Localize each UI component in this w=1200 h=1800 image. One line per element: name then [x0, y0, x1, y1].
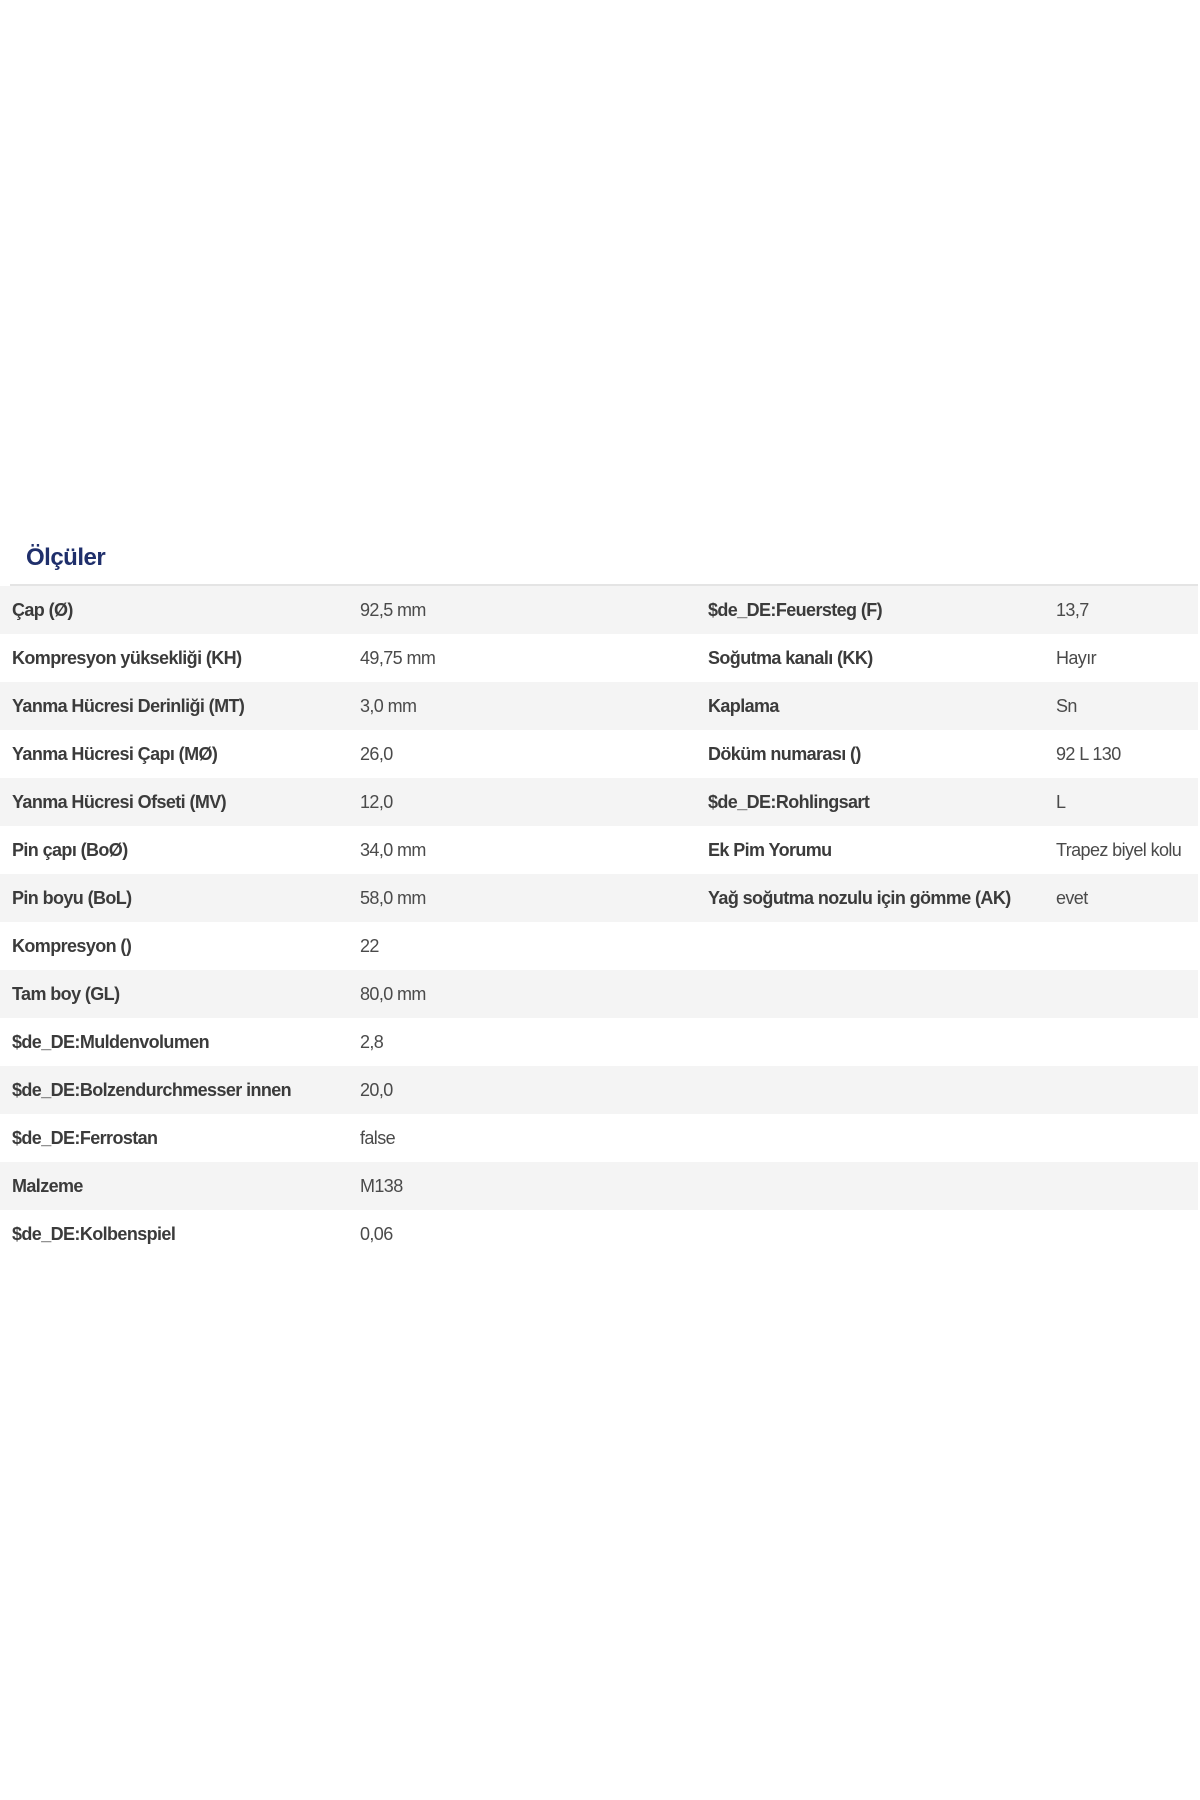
spec-label: Pin çapı (BoØ) [12, 840, 128, 860]
spec-label: Kaplama [708, 696, 779, 716]
spec-value: Hayır [1056, 648, 1097, 668]
spec-value: 49,75 mm [360, 648, 436, 668]
spec-label: Yanma Hücresi Çapı (MØ) [12, 744, 218, 764]
table-row [0, 1018, 1198, 1066]
spec-value: 2,8 [360, 1032, 384, 1052]
spec-value: 0,06 [360, 1224, 393, 1244]
spec-label: $de_DE:Kolbenspiel [12, 1224, 176, 1244]
spec-label: Yanma Hücresi Derinliği (MT) [12, 696, 245, 716]
spec-value: M138 [360, 1176, 403, 1196]
table-row [0, 922, 1198, 970]
spec-value: evet [1056, 888, 1088, 908]
spec-value: 13,7 [1056, 600, 1089, 620]
table-row [0, 1162, 1198, 1210]
table-row [0, 1210, 1198, 1258]
table-row [0, 1114, 1198, 1162]
spec-label: Tam boy (GL) [12, 984, 120, 1004]
spec-label: $de_DE:Bolzendurchmesser innen [12, 1080, 292, 1100]
spec-label: Döküm numarası () [708, 744, 861, 764]
spec-value: L [1056, 792, 1066, 812]
table-row [0, 970, 1198, 1018]
spec-label: Çap (Ø) [12, 600, 73, 620]
table-row [0, 682, 1198, 730]
spec-label: Kompresyon () [12, 936, 132, 956]
table-row [0, 874, 1198, 922]
spec-label: $de_DE:Muldenvolumen [12, 1032, 210, 1052]
spec-label: Malzeme [12, 1176, 83, 1196]
spec-label: $de_DE:Rohlingsart [708, 792, 870, 812]
spec-value: 22 [360, 936, 379, 956]
spec-value: Trapez biyel kolu [1056, 840, 1182, 860]
table-row [0, 634, 1198, 682]
spec-value: Sn [1056, 696, 1077, 716]
spec-label: $de_DE:Ferrostan [12, 1128, 158, 1148]
spec-value: 26,0 [360, 744, 393, 764]
spec-value: 34,0 mm [360, 840, 426, 860]
table-row [0, 778, 1198, 826]
table-row [0, 826, 1198, 874]
spec-value: 92,5 mm [360, 600, 426, 620]
table-row [0, 730, 1198, 778]
table-row [0, 586, 1198, 634]
spec-value: 3,0 mm [360, 696, 417, 716]
table-row [0, 1066, 1198, 1114]
spec-label: Ek Pim Yorumu [708, 840, 832, 860]
spec-value: 58,0 mm [360, 888, 426, 908]
spec-label: Yağ soğutma nozulu için gömme (AK) [708, 888, 1011, 908]
spec-value: 12,0 [360, 792, 393, 812]
spec-value: 20,0 [360, 1080, 393, 1100]
spec-table [0, 586, 1200, 1258]
section-title: Ölçüler [26, 544, 106, 571]
spec-label: Soğutma kanalı (KK) [708, 648, 873, 668]
spec-label: Yanma Hücresi Ofseti (MV) [12, 792, 227, 812]
spec-value: false [360, 1128, 396, 1148]
spec-value: 80,0 mm [360, 984, 426, 1004]
spec-value: 92 L 130 [1056, 744, 1121, 764]
spec-label: $de_DE:Feuersteg (F) [708, 600, 883, 620]
spec-label: Kompresyon yüksekliği (KH) [12, 648, 242, 668]
spec-label: Pin boyu (BoL) [12, 888, 132, 908]
